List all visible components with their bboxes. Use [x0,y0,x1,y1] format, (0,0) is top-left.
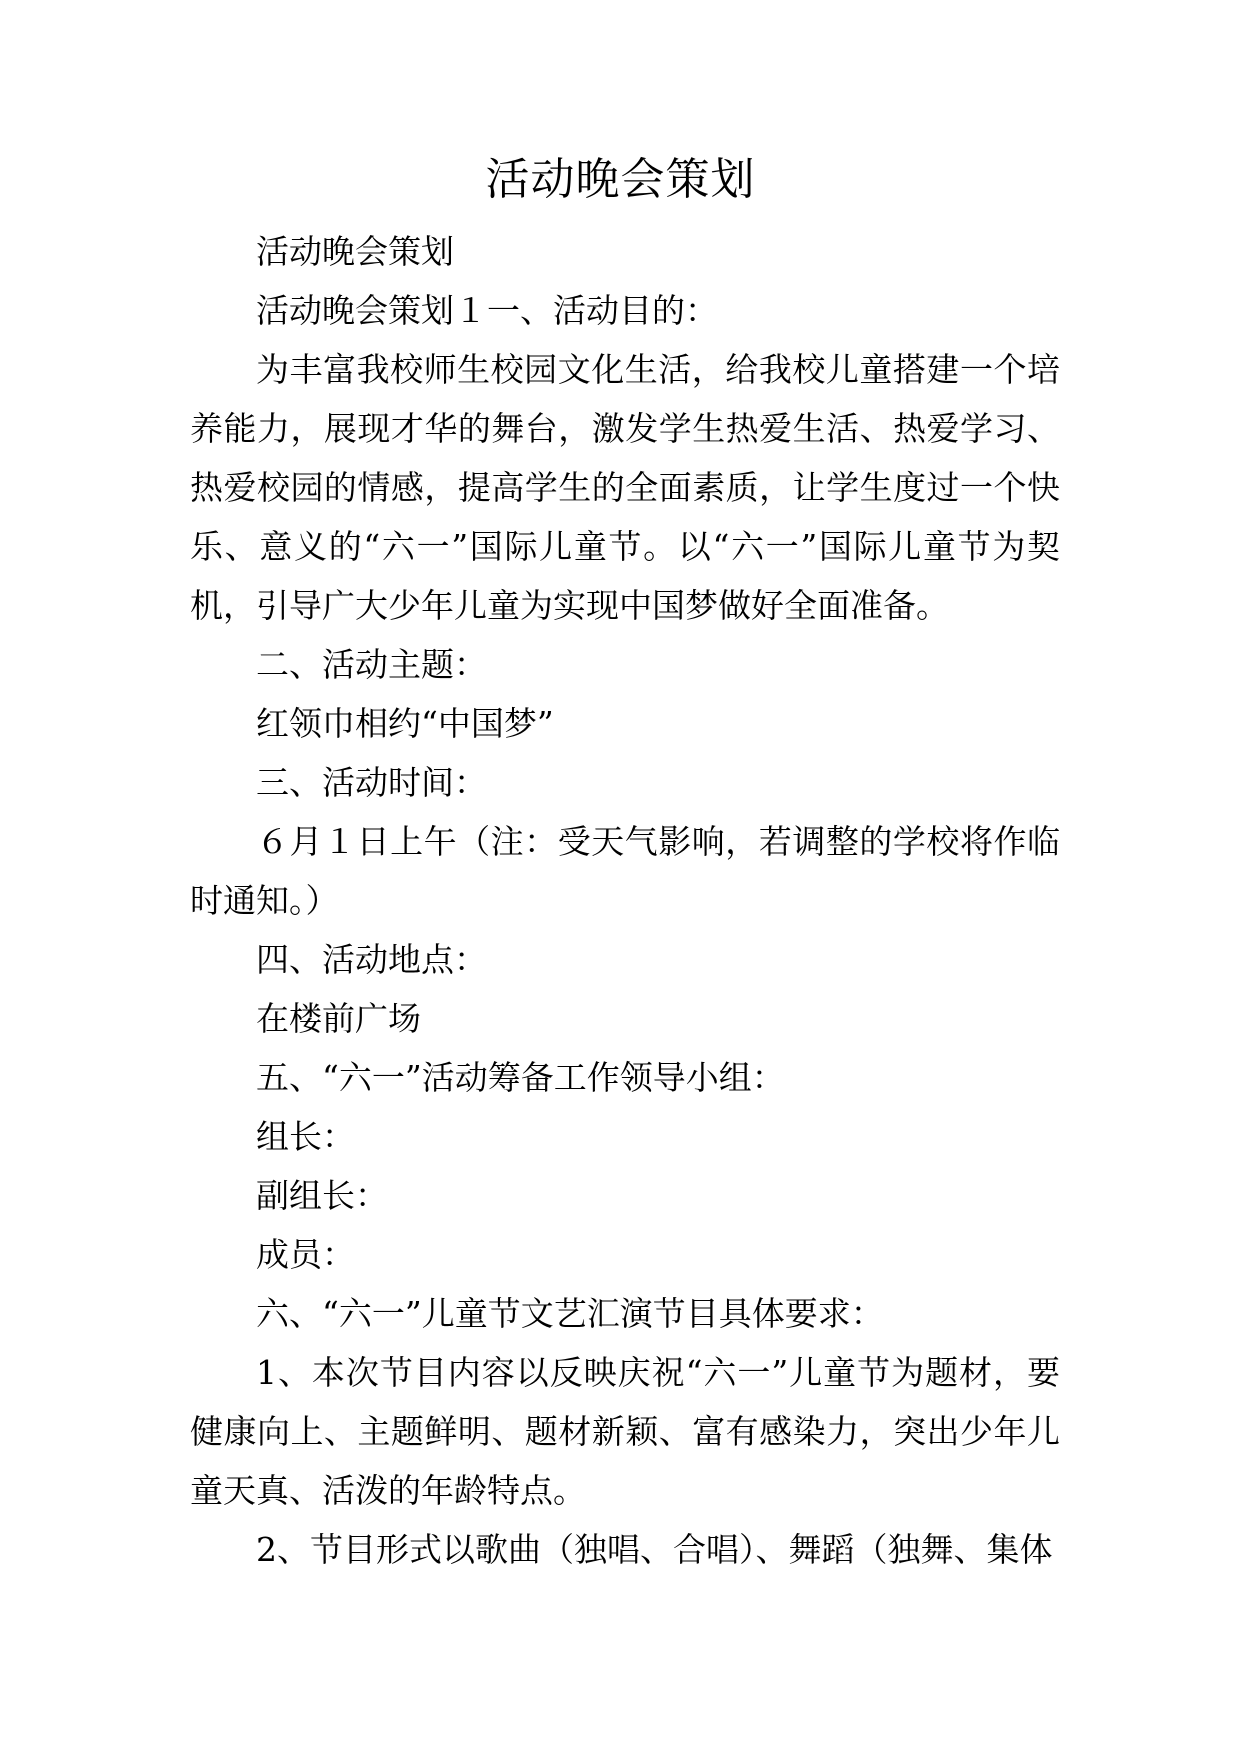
paragraph-time-text: ６月１日上午（注：受天气影响，若调整的学校将作临时通知。） [190,822,1060,920]
paragraph-leader: 组长： [256,1117,355,1156]
document-body [190,222,1060,1579]
paragraph-deputy-leader: 副组长： [256,1176,388,1215]
paragraph-heading-repeat: 活动晚会策划 [256,232,454,271]
paragraph-section-5-committee: 五、“六一”活动筹备工作领导小组： [256,1058,785,1097]
document-title: 活动晚会策划 [485,154,756,205]
paragraph-requirement-2: 2、节目形式以歌曲（独唱、合唱）、舞蹈（独舞、集体 [256,1530,1053,1569]
paragraph-purpose-text: 为丰富我校师生校园文化生活，给我校儿童搭建一个培养能力，展现才华的舞台，激发学生热爱生活、热爱学习、热爱校园的情感，提高学生的全面素质，让学生度过一个快乐、意义的“六一”国际儿童节。以“六一”国际儿童节为契机，引导广大少年儿童为实现中国梦做好全面准备。 [190,350,1060,625]
paragraph-requirement-1: 1、本次节目内容以反映庆祝“六一”儿童节为题材，要健康向上、主题鲜明、题材新颖、富有感染力，突出少年儿童天真、活泼的年龄特点。 [190,1353,1060,1510]
paragraph-section-3-time: 三、活动时间： [256,763,487,802]
paragraph-section-6-requirements: 六、“六一”儿童节文艺汇演节目具体要求： [256,1294,884,1333]
paragraph-theme-text: 红领巾相约“中国梦” [256,704,554,743]
paragraph-members: 成员： [256,1235,355,1274]
paragraph-section-1-purpose: 活动晚会策划１一、活动目的： [256,291,718,330]
paragraph-section-2-theme: 二、活动主题： [256,645,487,684]
paragraph-location-text: 在楼前广场 [256,999,421,1038]
paragraph-section-4-location: 四、活动地点： [256,940,487,979]
